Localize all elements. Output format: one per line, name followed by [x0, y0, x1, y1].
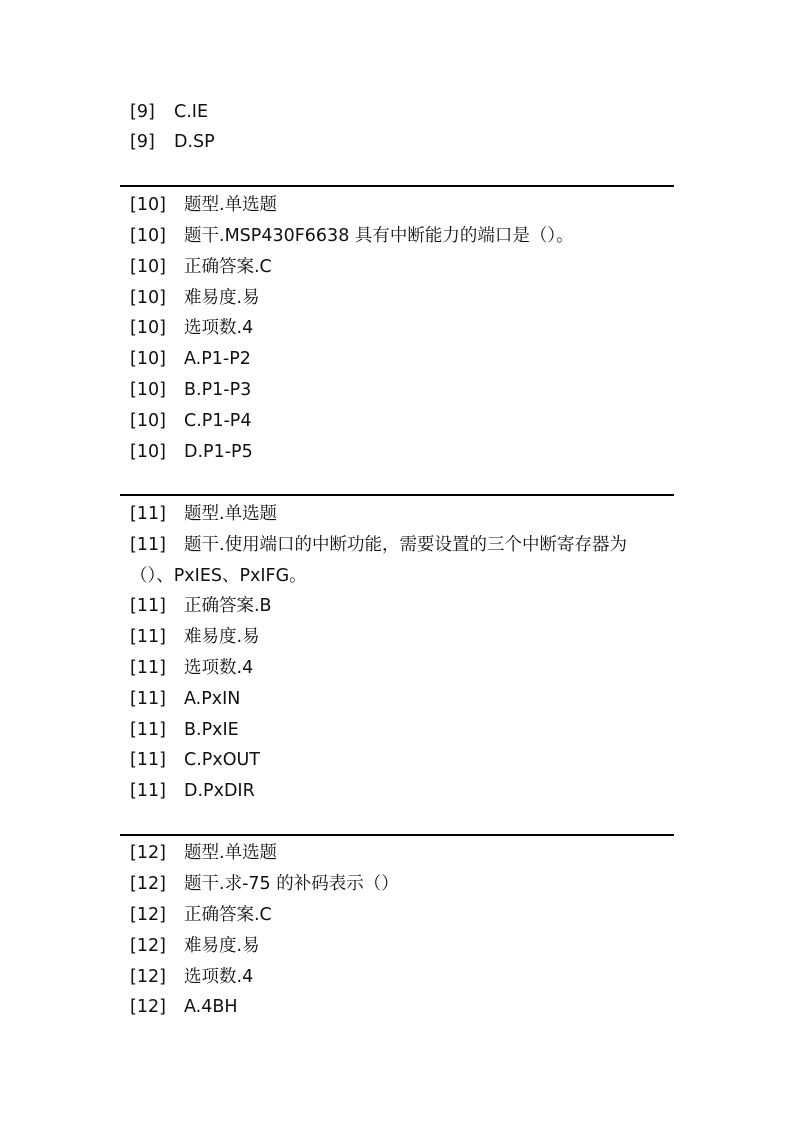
q11-option-count — [130, 656, 253, 680]
correct-answer: 正确答案.C — [184, 257, 272, 277]
question-tag: [12] — [130, 967, 166, 987]
question-tag: [11] — [130, 535, 166, 555]
q11-option-a — [130, 687, 240, 711]
correct-answer: 正确答案.C — [184, 905, 272, 925]
option-text: D.PxDIR — [184, 781, 255, 801]
q10-type — [130, 193, 277, 217]
q12-stem — [130, 872, 399, 896]
section-divider — [120, 834, 674, 836]
option-text: D.P1-P5 — [184, 442, 253, 462]
prev-option-d — [130, 130, 215, 154]
q11-answer — [130, 594, 272, 618]
q10-option-c — [130, 409, 251, 433]
question-tag: [11] — [130, 689, 166, 709]
question-stem: 题干.MSP430F6638 具有中断能力的端口是（）。 — [184, 226, 574, 246]
q10-option-d — [130, 440, 253, 464]
question-tag: [9] — [130, 102, 155, 122]
option-text: A.PxIN — [184, 689, 241, 709]
q12-difficulty — [130, 934, 260, 958]
section-divider — [120, 185, 674, 187]
question-tag: [10] — [130, 442, 166, 462]
q10-difficulty — [130, 286, 260, 310]
q10-answer — [130, 255, 272, 279]
question-tag: [11] — [130, 658, 166, 678]
question-tag: [10] — [130, 257, 166, 277]
q12-type — [130, 841, 277, 865]
q12-option-count — [130, 965, 253, 989]
section-divider — [120, 494, 674, 496]
option-text: B.PxIE — [184, 720, 239, 740]
question-tag: [12] — [130, 936, 166, 956]
question-tag: [12] — [130, 843, 166, 863]
question-tag: [11] — [130, 596, 166, 616]
q12-option-a — [130, 995, 238, 1019]
option-text: B.P1-P3 — [184, 380, 252, 400]
difficulty: 难易度.易 — [184, 627, 260, 647]
correct-answer: 正确答案.B — [184, 596, 272, 616]
difficulty: 难易度.易 — [184, 936, 260, 956]
question-type: 题型.单选题 — [184, 843, 278, 863]
option-text: C.P1-P4 — [184, 411, 252, 431]
q10-stem — [130, 224, 574, 248]
q10-option-b — [130, 378, 251, 402]
question-type: 题型.单选题 — [184, 195, 278, 215]
question-tag: [11] — [130, 627, 166, 647]
question-tag: [11] — [130, 504, 166, 524]
option-text: A.4BH — [184, 997, 238, 1017]
q11-option-d — [130, 779, 255, 803]
q11-stem — [130, 533, 627, 557]
question-tag: [11] — [130, 781, 166, 801]
prev-option-c — [130, 100, 208, 124]
question-tag: [10] — [130, 195, 166, 215]
q11-stem-continued — [130, 564, 307, 588]
q11-option-c — [130, 748, 260, 772]
option-count: 选项数.4 — [184, 967, 254, 987]
option-count: 选项数.4 — [184, 318, 254, 338]
question-tag: [10] — [130, 349, 166, 369]
option-text: C.IE — [174, 102, 209, 122]
q10-option-count — [130, 316, 253, 340]
question-tag: [11] — [130, 750, 166, 770]
question-tag: [10] — [130, 288, 166, 308]
option-text: A.P1-P2 — [184, 349, 251, 369]
question-tag: [10] — [130, 380, 166, 400]
question-tag: [10] — [130, 318, 166, 338]
q11-difficulty — [130, 625, 260, 649]
q10-option-a — [130, 347, 251, 371]
question-stem: 题干.求-75 的补码表示（） — [184, 874, 399, 894]
question-tag: [12] — [130, 874, 166, 894]
question-stem: 题干.使用端口的中断功能，需要设置的三个中断寄存器为 — [184, 535, 628, 555]
question-tag: [11] — [130, 720, 166, 740]
question-tag: [9] — [130, 132, 155, 152]
option-text: C.PxOUT — [184, 750, 260, 770]
q11-option-b — [130, 718, 239, 742]
q12-answer — [130, 903, 272, 927]
q11-type — [130, 502, 277, 526]
question-tag: [10] — [130, 411, 166, 431]
question-tag: [10] — [130, 226, 166, 246]
question-tag: [12] — [130, 997, 166, 1017]
question-type: 题型.单选题 — [184, 504, 278, 524]
difficulty: 难易度.易 — [184, 288, 260, 308]
option-text: D.SP — [174, 132, 215, 152]
question-tag: [12] — [130, 905, 166, 925]
question-stem: （）、PxIES、PxIFG。 — [130, 566, 307, 586]
option-count: 选项数.4 — [184, 658, 254, 678]
